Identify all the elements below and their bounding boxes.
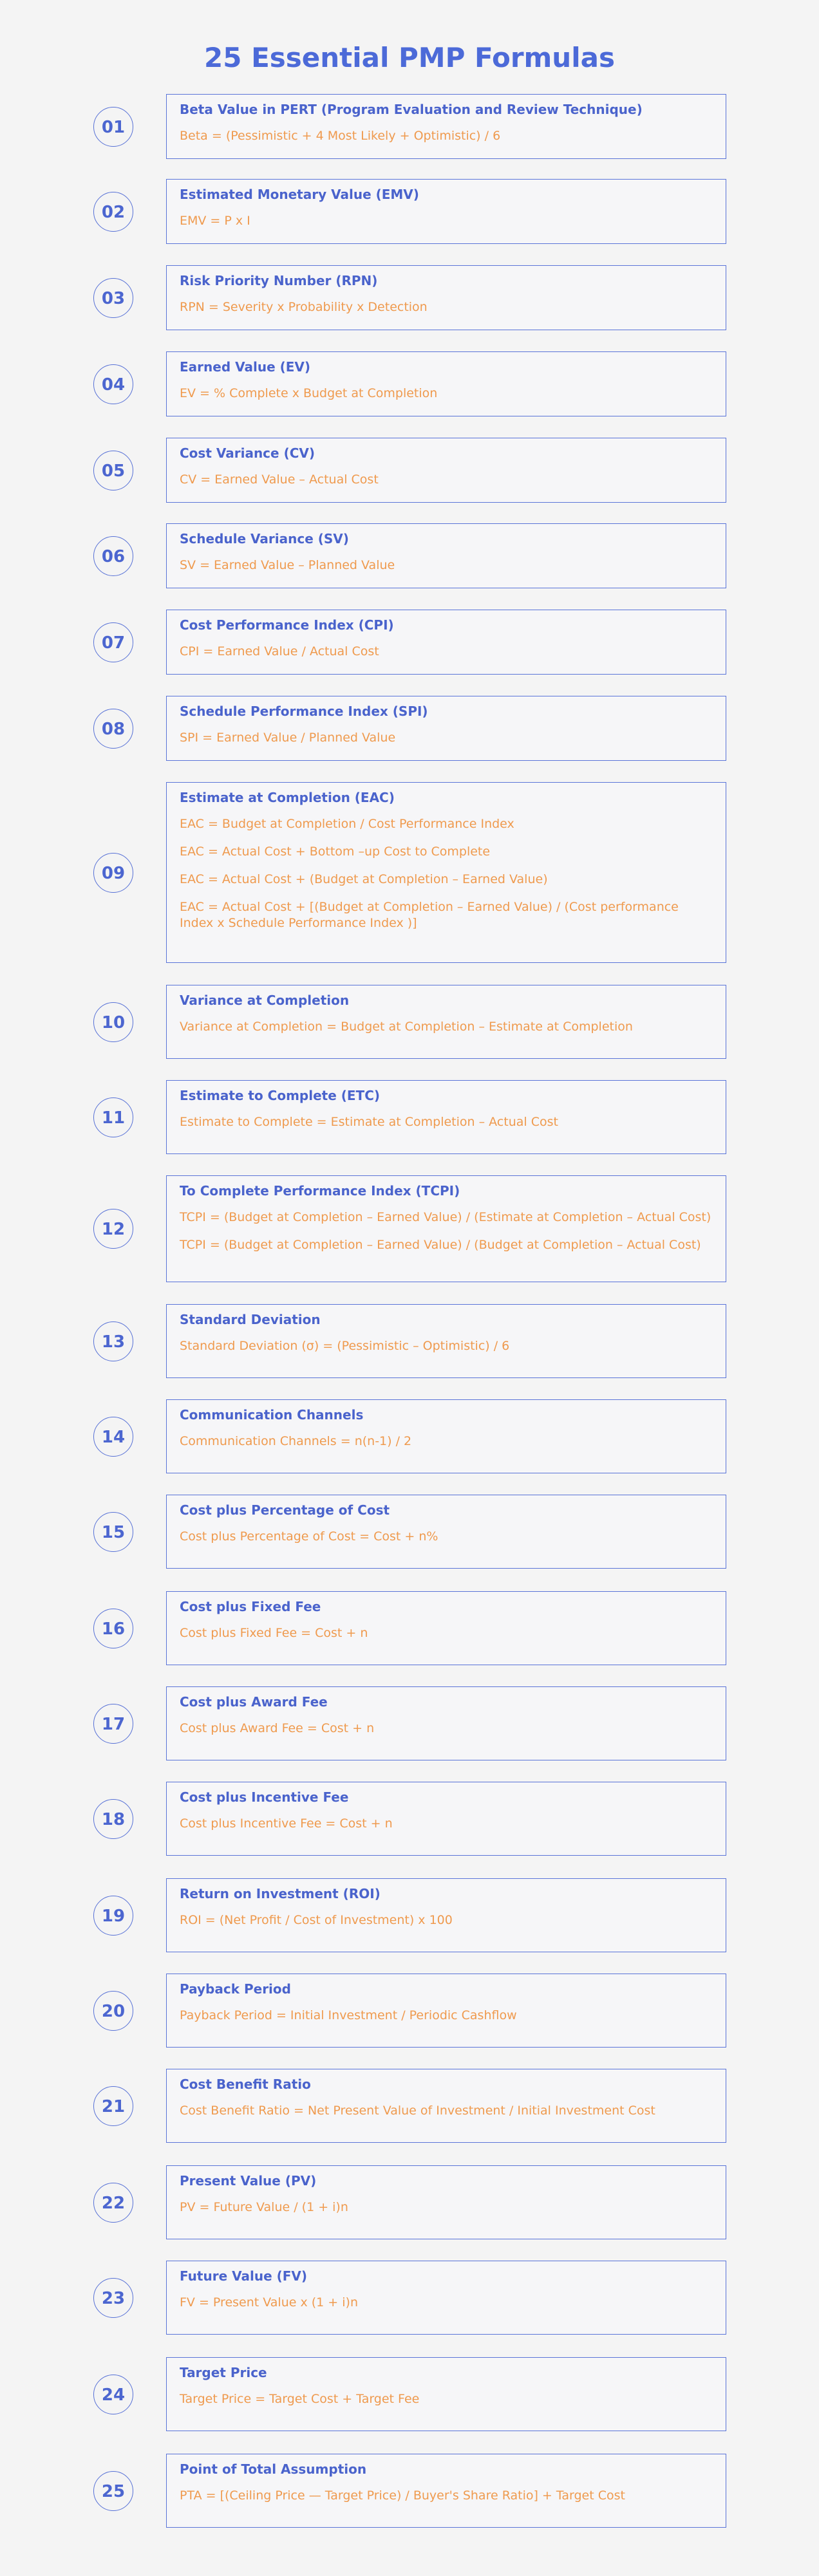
formula-text: SV = Earned Value – Planned Value <box>180 558 395 572</box>
formula-number: 22 <box>93 2183 133 2223</box>
formula-card <box>166 2165 726 2239</box>
formula-card <box>166 2357 726 2431</box>
formula-title: Standard Deviation <box>180 1312 321 1327</box>
formula-title: Target Price <box>180 2365 267 2380</box>
formula-number: 08 <box>93 709 133 749</box>
formula-title: Beta Value in PERT (Program Evaluation and Review Technique) <box>180 102 643 117</box>
page-title: 25 Essential PMP Formulas <box>204 42 615 73</box>
formula-text: Standard Deviation (σ) = (Pessimistic – Optimistic) / 6 <box>180 1339 510 1353</box>
formula-card <box>166 179 726 244</box>
formula-number: 20 <box>93 1991 133 2031</box>
formula-number: 17 <box>93 1704 133 1744</box>
formula-number: 18 <box>93 1799 133 1839</box>
formula-card <box>166 94 726 159</box>
formula-text: EV = % Complete x Budget at Completion <box>180 386 438 400</box>
formula-card <box>166 1591 726 1665</box>
formula-number: 19 <box>93 1896 133 1936</box>
formula-title: Cost Performance Index (CPI) <box>180 617 394 633</box>
formula-title: Cost Benefit Ratio <box>180 2077 311 2092</box>
formula-card <box>166 438 726 503</box>
formula-text: CPI = Earned Value / Actual Cost <box>180 644 379 658</box>
formula-text: EAC = Actual Cost + [(Budget at Completion – Earned Value) / (Cost performance Index x Schedule Performance Index )] <box>180 900 679 930</box>
formula-text: FV = Present Value x (1 + i)n <box>180 2295 358 2310</box>
formula-text: EMV = P x I <box>180 214 250 228</box>
formula-text: ROI = (Net Profit / Cost of Investment) x 100 <box>180 1913 453 1927</box>
formula-title: Cost plus Award Fee <box>180 1694 328 1710</box>
formula-title: Schedule Variance (SV) <box>180 531 349 546</box>
formula-title: Return on Investment (ROI) <box>180 1886 381 1901</box>
formula-number: 06 <box>93 536 133 576</box>
formula-title: Schedule Performance Index (SPI) <box>180 704 428 719</box>
formula-card <box>166 2069 726 2143</box>
formula-text: Beta = (Pessimistic + 4 Most Likely + Optimistic) / 6 <box>180 129 501 143</box>
formula-card <box>166 985 726 1059</box>
formula-text: Cost plus Award Fee = Cost + n <box>180 1721 375 1735</box>
formula-title: Risk Priority Number (RPN) <box>180 273 378 288</box>
formula-text: Target Price = Target Cost + Target Fee <box>180 2392 420 2406</box>
formula-card <box>166 1080 726 1154</box>
formula-text: EAC = Actual Cost + Bottom –up Cost to Complete <box>180 845 491 859</box>
formula-title: Earned Value (EV) <box>180 359 311 375</box>
formula-text: Cost plus Incentive Fee = Cost + n <box>180 1816 393 1831</box>
formula-number: 09 <box>93 853 133 893</box>
formula-text: Cost plus Percentage of Cost = Cost + n% <box>180 1529 438 1544</box>
formula-text: Cost Benefit Ratio = Net Present Value of Investment / Initial Investment Cost <box>180 2104 655 2118</box>
formula-title: Future Value (FV) <box>180 2268 308 2284</box>
formula-number: 05 <box>93 451 133 490</box>
formula-number: 02 <box>93 192 133 232</box>
formula-text: TCPI = (Budget at Completion – Earned Value) / (Estimate at Completion – Actual Cost) <box>180 1210 711 1224</box>
formula-title: Cost plus Fixed Fee <box>180 1599 321 1614</box>
formula-card <box>166 265 726 330</box>
formula-number: 12 <box>93 1209 133 1249</box>
formula-title: Payback Period <box>180 1981 291 1997</box>
formula-card <box>166 1399 726 1473</box>
formula-number: 04 <box>93 364 133 404</box>
formula-title: Estimated Monetary Value (EMV) <box>180 187 419 202</box>
formula-card <box>166 1686 726 1760</box>
formula-text: EAC = Budget at Completion / Cost Performance Index <box>180 817 514 831</box>
formula-text: Estimate to Complete = Estimate at Completion – Actual Cost <box>180 1115 558 1129</box>
formula-text: PV = Future Value / (1 + i)n <box>180 2200 348 2214</box>
formula-number: 01 <box>93 107 133 147</box>
formula-number: 25 <box>93 2471 133 2511</box>
formula-card <box>166 351 726 416</box>
formula-card <box>166 1878 726 1952</box>
formula-text: Variance at Completion = Budget at Completion – Estimate at Completion <box>180 1020 633 1034</box>
formula-number: 07 <box>93 622 133 662</box>
formula-title: To Complete Performance Index (TCPI) <box>180 1183 460 1199</box>
formula-text: SPI = Earned Value / Planned Value <box>180 731 396 745</box>
formula-title: Point of Total Assumption <box>180 2461 367 2477</box>
formula-number: 21 <box>93 2086 133 2126</box>
formula-text: EAC = Actual Cost + (Budget at Completion – Earned Value) <box>180 872 548 886</box>
formula-card <box>166 610 726 675</box>
formula-number: 16 <box>93 1609 133 1648</box>
formula-number: 14 <box>93 1417 133 1457</box>
formula-title: Present Value (PV) <box>180 2173 317 2189</box>
formula-number: 23 <box>93 2278 133 2318</box>
formula-number: 13 <box>93 1321 133 1361</box>
formula-card <box>166 782 726 963</box>
formula-number: 03 <box>93 278 133 318</box>
formula-title: Estimate to Complete (ETC) <box>180 1088 381 1103</box>
formula-title: Communication Channels <box>180 1407 364 1423</box>
formula-text: Communication Channels = n(n-1) / 2 <box>180 1434 412 1448</box>
formula-card <box>166 1782 726 1856</box>
formula-title: Variance at Completion <box>180 993 350 1008</box>
formula-text: CV = Earned Value – Actual Cost <box>180 472 379 487</box>
formula-title: Cost Variance (CV) <box>180 445 315 461</box>
formula-number: 24 <box>93 2375 133 2414</box>
formula-text: Payback Period = Initial Investment / Periodic Cashflow <box>180 2008 517 2022</box>
formula-title: Cost plus Percentage of Cost <box>180 1502 390 1518</box>
formula-card <box>166 1304 726 1378</box>
formula-number: 10 <box>93 1002 133 1042</box>
formula-text: TCPI = (Budget at Completion – Earned Value) / (Budget at Completion – Actual Cost) <box>180 1238 701 1252</box>
formula-card <box>166 1974 726 2048</box>
formula-card <box>166 2454 726 2528</box>
formula-text: RPN = Severity x Probability x Detection <box>180 300 428 314</box>
formula-card <box>166 523 726 588</box>
formula-text: PTA = [(Ceiling Price — Target Price) / Buyer's Share Ratio] + Target Cost <box>180 2488 625 2503</box>
formula-number: 15 <box>93 1512 133 1552</box>
formula-card <box>166 2261 726 2335</box>
formula-number: 11 <box>93 1097 133 1137</box>
formula-title: Cost plus Incentive Fee <box>180 1789 349 1805</box>
formula-card <box>166 1175 726 1282</box>
formula-card <box>166 696 726 761</box>
formula-card <box>166 1495 726 1569</box>
formula-title: Estimate at Completion (EAC) <box>180 790 395 805</box>
formula-text: Cost plus Fixed Fee = Cost + n <box>180 1626 368 1640</box>
